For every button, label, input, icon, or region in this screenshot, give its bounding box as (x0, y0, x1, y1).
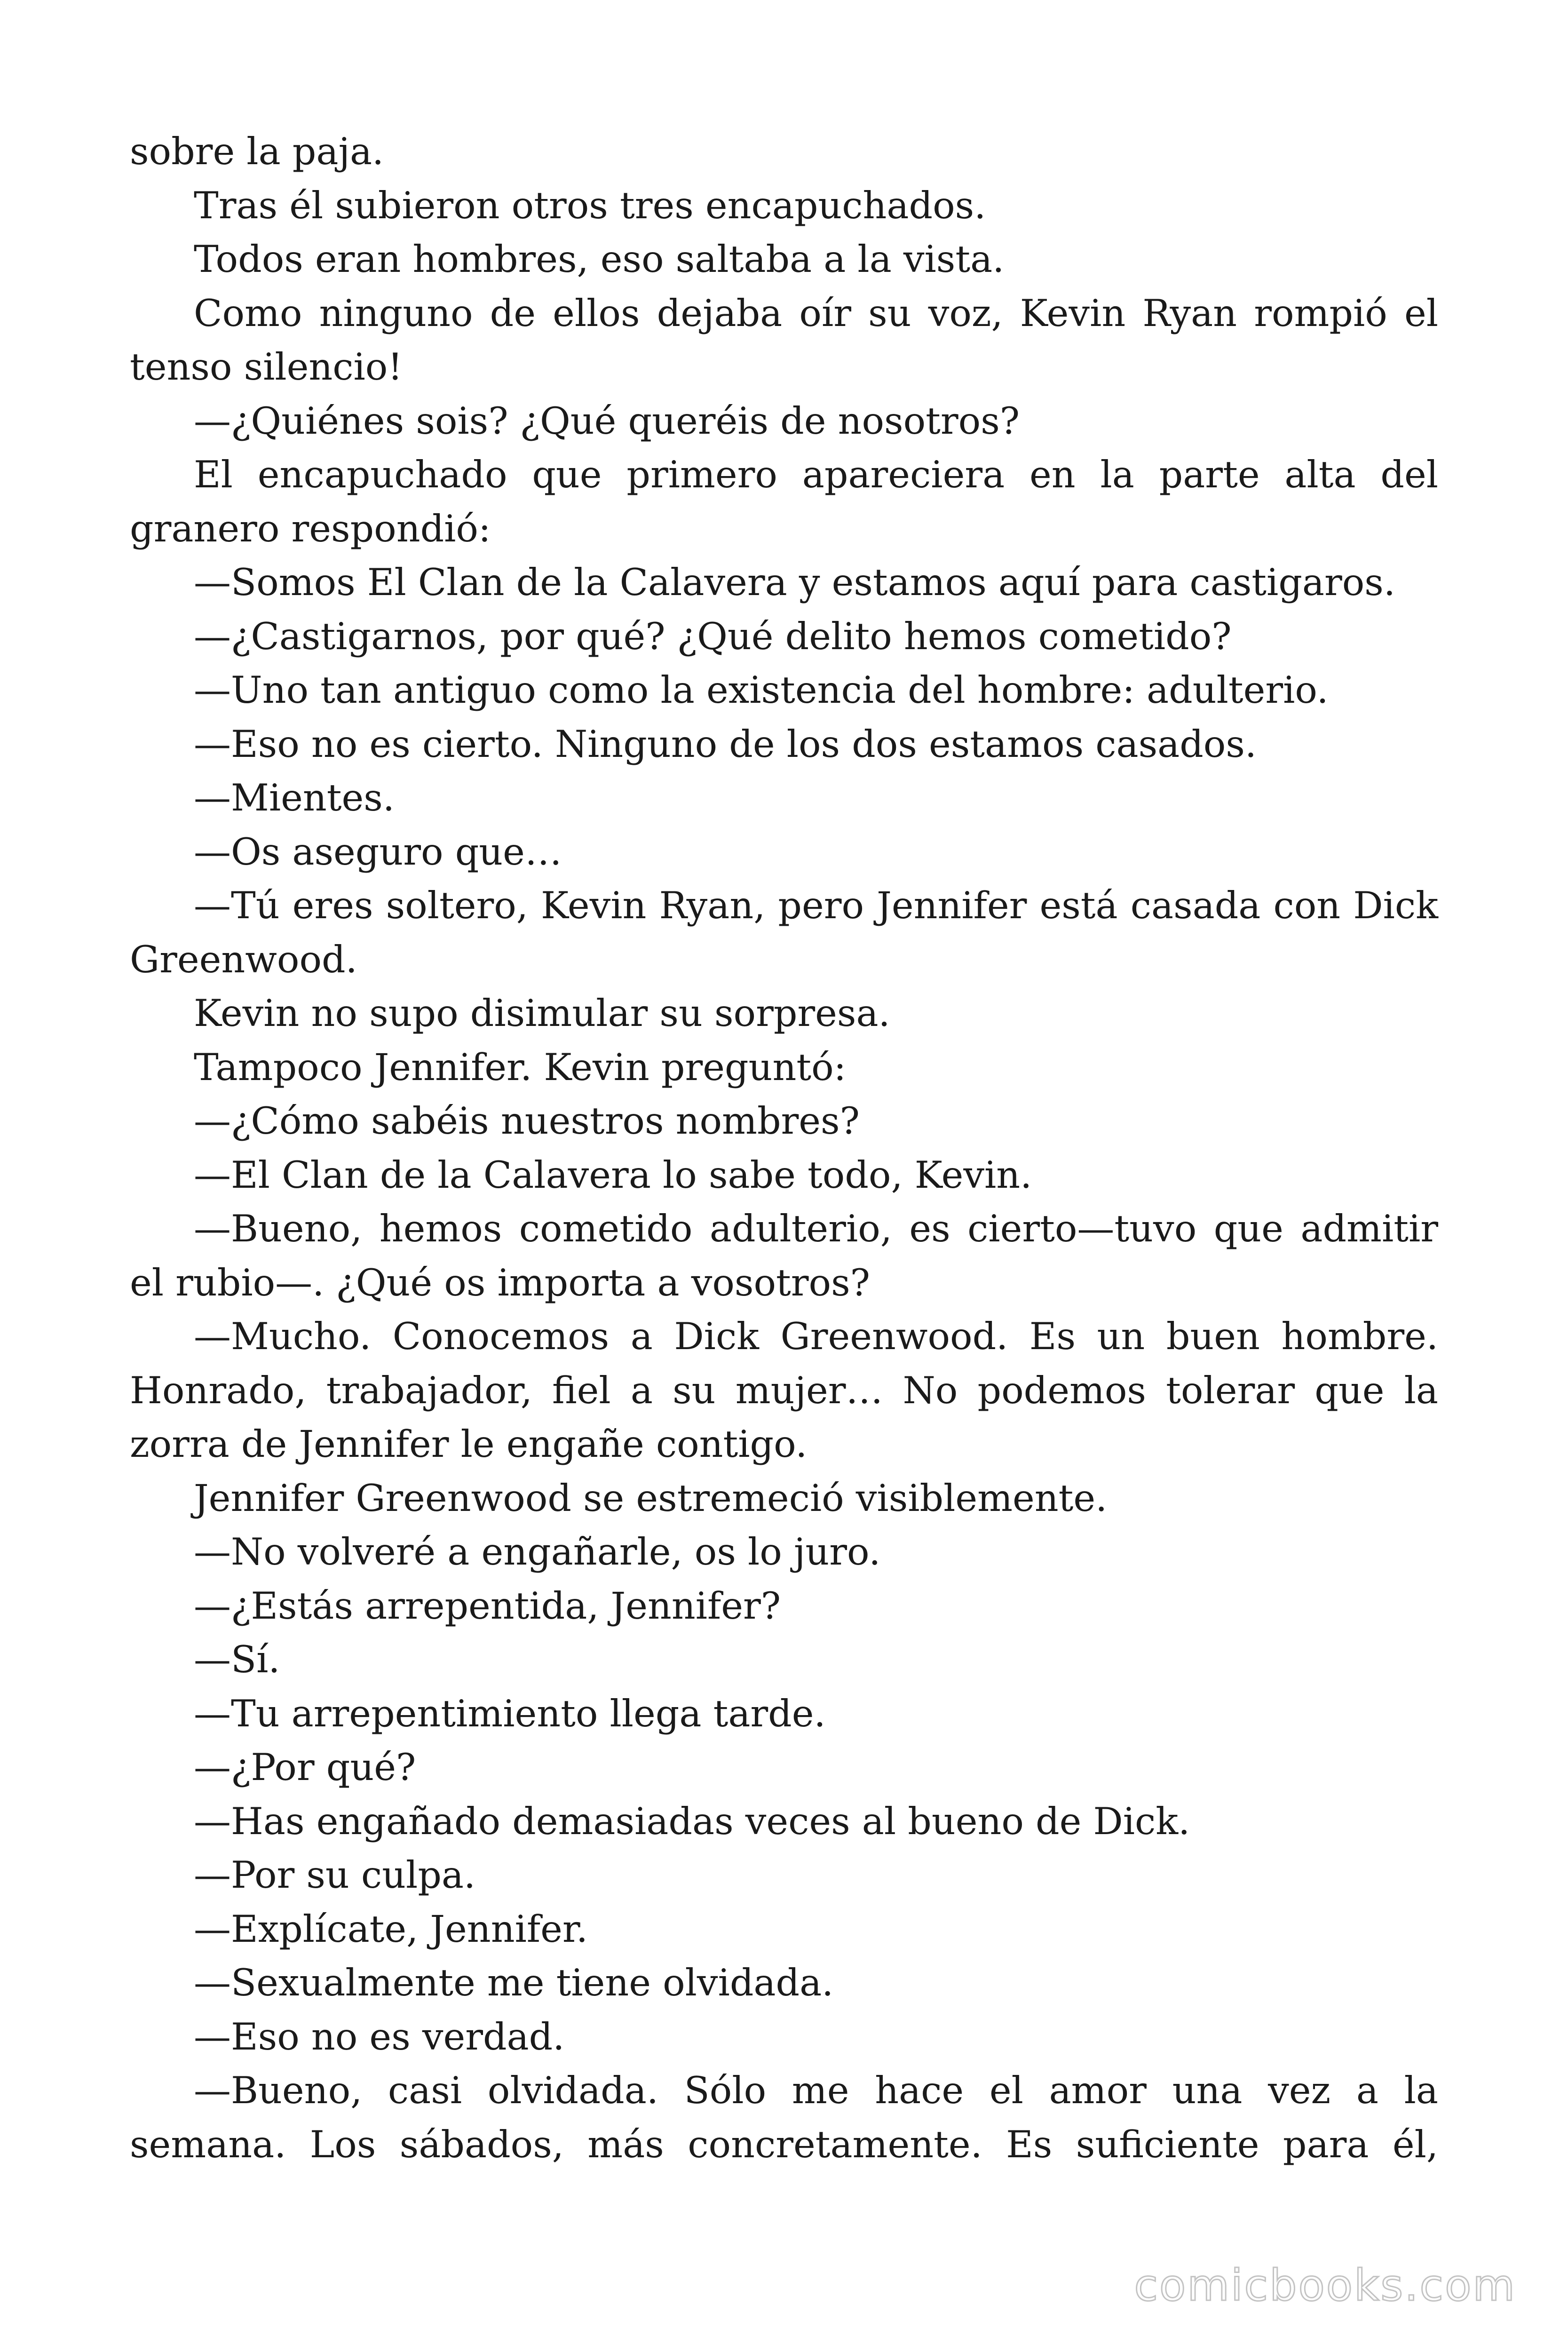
dialogue-line: —Eso no es cierto. Ninguno de los dos estamos casados. (194, 722, 1257, 766)
dialogue-line: —Sexualmente me tiene olvidada. (194, 1961, 834, 2004)
dialogue-line: —Sí. (194, 1638, 280, 1681)
dialogue-line: —Explícate, Jennifer. (194, 1907, 588, 1951)
dialogue-line: —Uno tan antiguo como la existencia del hombre: adulterio. (194, 668, 1329, 712)
dialogue-line: —No volveré a engañarle, os lo juro. (194, 1530, 881, 1573)
paragraph: Como ninguno de ellos dejaba oír su voz, Kevin Ryan rompió el tenso silencio! (130, 291, 1438, 389)
dialogue-line: —¿Quiénes sois? ¿Qué queréis de nosotros? (194, 399, 1020, 443)
paragraph: Jennifer Greenwood se estremeció visiblemente. (194, 1476, 1108, 1520)
paragraph-continuation: sobre la paja. (130, 130, 384, 173)
dialogue-line: —¿Por qué? (194, 1746, 416, 1789)
dialogue-line: —Mucho. Conocemos a Dick Greenwood. Es un buen hombre. Honrado, trabajador, fiel a su mujer… No podemos tolerar que la zorra de Jennifer le engañe contigo. (130, 1315, 1438, 1466)
dialogue-line: —Tú eres soltero, Kevin Ryan, pero Jennifer está casada con Dick Greenwood. (130, 884, 1438, 981)
dialogue-line: —Somos El Clan de la Calavera y estamos aquí para castigaros. (194, 561, 1395, 604)
watermark-text: comicbooks.com (1134, 2260, 1516, 2311)
paragraph: Todos eran hombres, eso saltaba a la vista. (194, 238, 1005, 281)
dialogue-line: —Os aseguro que… (194, 830, 562, 874)
dialogue-line: —Mientes. (194, 776, 395, 819)
dialogue-line: —¿Cómo sabéis nuestros nombres? (194, 1099, 860, 1143)
dialogue-line: —¿Castigarnos, por qué? ¿Qué delito hemos cometido? (194, 614, 1232, 658)
dialogue-line: —Has engañado demasiadas veces al bueno de Dick. (194, 1799, 1190, 1843)
paragraph: Kevin no supo disimular su sorpresa. (194, 992, 890, 1035)
dialogue-line: —Bueno, hemos cometido adulterio, es cierto—tuvo que admitir el rubio—. ¿Qué os importa a vosotros? (130, 1207, 1438, 1304)
dialogue-line: —¿Estás arrepentida, Jennifer? (194, 1584, 781, 1628)
paragraph: Tras él subieron otros tres encapuchados. (194, 183, 986, 227)
dialogue-line: —El Clan de la Calavera lo sabe todo, Kevin. (194, 1153, 1032, 1197)
paragraph: Tampoco Jennifer. Kevin preguntó: (194, 1045, 847, 1089)
book-page-text (130, 125, 1438, 2171)
paragraph: El encapuchado que primero apareciera en la parte alta del granero respondió: (130, 453, 1438, 550)
dialogue-line: —Por su culpa. (194, 1853, 476, 1897)
dialogue-line: —Eso no es verdad. (194, 2015, 565, 2058)
dialogue-line: —Bueno, casi olvidada. Sólo me hace el amor una vez a la semana. Los sábados, más concretamente. Es suficiente para él, (130, 2069, 1438, 2166)
dialogue-line: —Tu arrepentimiento llega tarde. (194, 1692, 826, 1735)
